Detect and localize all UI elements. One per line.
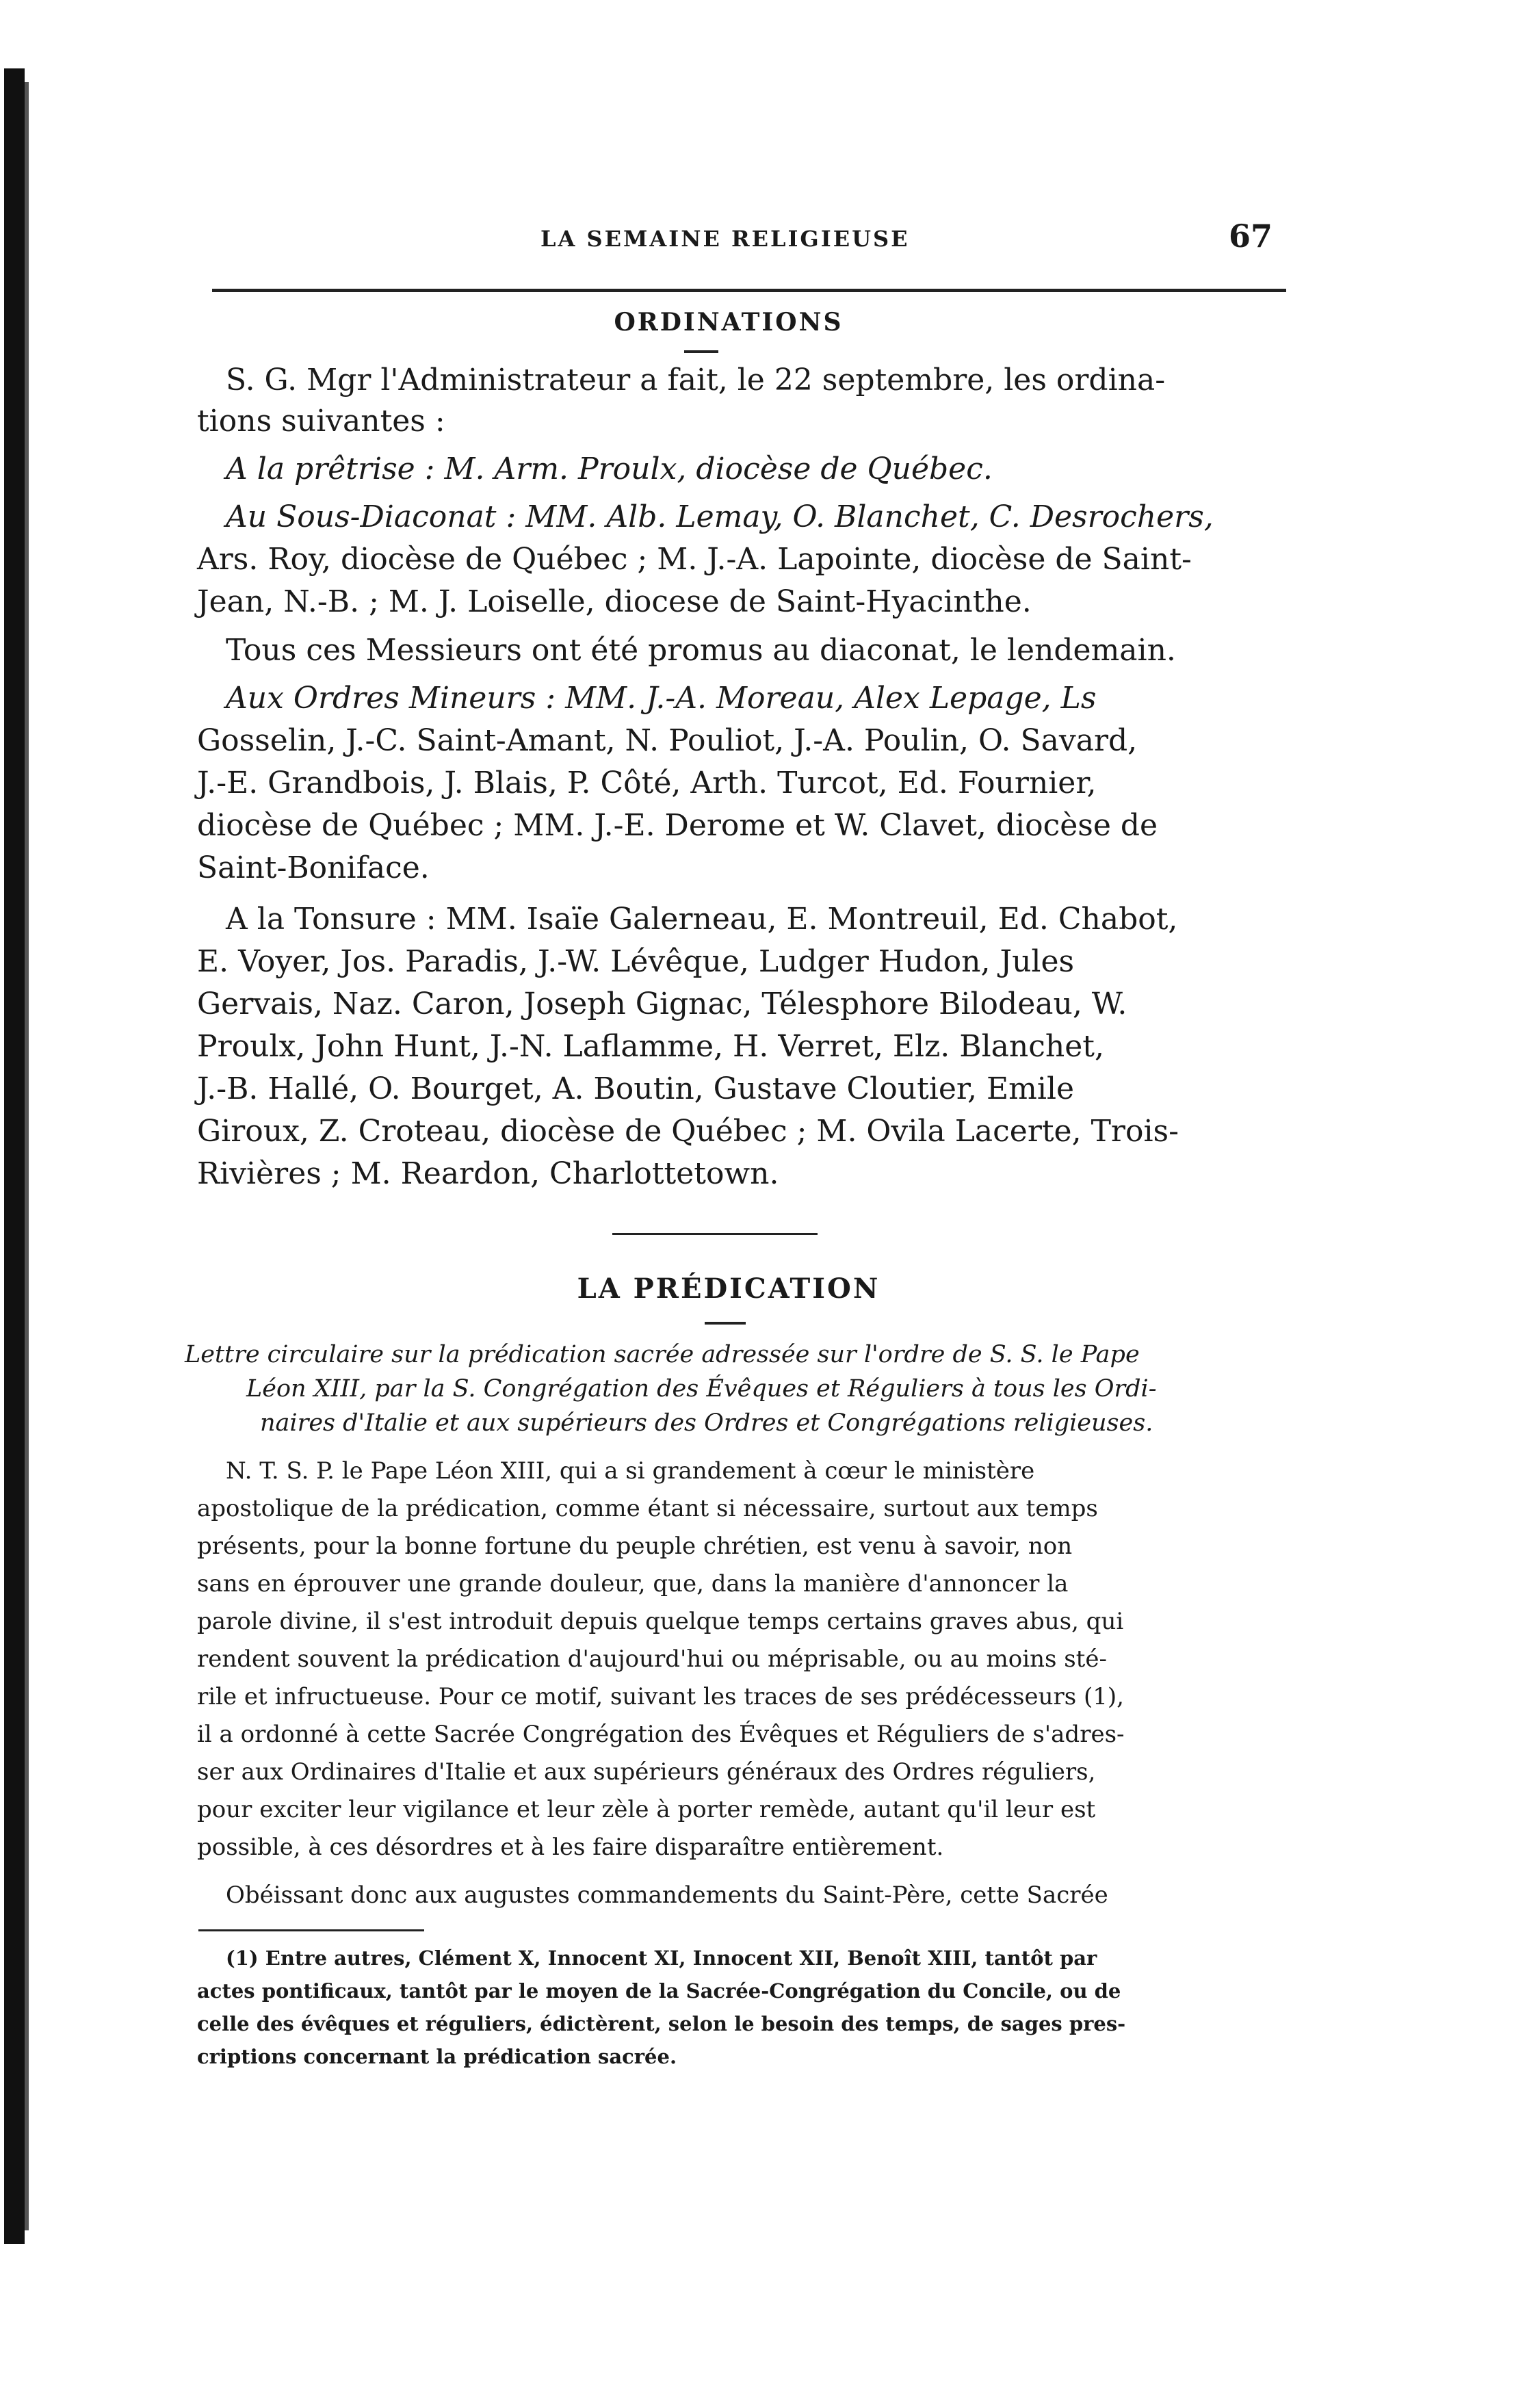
title-dash — [684, 350, 718, 353]
text-line: Giroux, Z. Croteau, diocèse de Québec ; M. Ovila Lacerte, Trois- — [197, 1114, 1179, 1149]
text-line: Aux Ordres Mineurs : MM. J.-A. Moreau, Alex Lepage, Ls — [226, 681, 1097, 716]
text-line: J.-B. Hallé, O. Bourget, A. Boutin, Gustave Cloutier, Emile — [197, 1071, 1075, 1106]
footnote-line: celle des évêques et réguliers, édictèrent, selon le besoin des temps, de sages pres- — [197, 2012, 1126, 2035]
binding-edge-shadow — [25, 82, 29, 2230]
text-line: apostolique de la prédication, comme étant si nécessaire, surtout aux temps — [197, 1495, 1098, 1522]
section-separator — [612, 1233, 818, 1235]
text-line: présents, pour la bonne fortune du peuple chrétien, est venu à savoir, non — [197, 1533, 1073, 1560]
text-line: J.-E. Grandbois, J. Blais, P. Côté, Arth. Turcot, Ed. Fournier, — [197, 766, 1097, 800]
text-line: parole divine, il s'est introduit depuis quelque temps certains graves abus, qui — [197, 1608, 1124, 1635]
header-rule — [212, 289, 1286, 292]
text-line: ser aux Ordinaires d'Italie et aux supérieurs généraux des Ordres réguliers, — [197, 1758, 1096, 1786]
subtitle-line: Lettre circulaire sur la prédication sacrée adressée sur l'ordre de S. S. le Pape — [185, 1341, 1140, 1368]
section-title-ordinations: ORDINATIONS — [614, 308, 844, 337]
subtitle-line: naires d'Italie et aux supérieurs des Ordres et Congrégations religieuses. — [260, 1409, 1153, 1437]
page-number: 67 — [1228, 218, 1273, 255]
text-line: E. Voyer, Jos. Paradis, J.-W. Lévêque, Ludger Hudon, Jules — [197, 944, 1075, 979]
text-line: Rivières ; M. Reardon, Charlottetown. — [197, 1156, 779, 1191]
running-head — [185, 220, 1273, 261]
text-line: N. T. S. P. le Pape Léon XIII, qui a si grandement à cœur le ministère — [226, 1457, 1035, 1485]
text-line: A la Tonsure : MM. Isaïe Galerneau, E. Montreuil, Ed. Chabot, — [226, 902, 1178, 937]
text-line: Obéissant donc aux augustes commandements du Saint-Père, cette Sacrée — [226, 1881, 1108, 1909]
text-line: rile et infructueuse. Pour ce motif, suivant les traces de ses prédécesseurs (1), — [197, 1683, 1124, 1710]
text-line: Ars. Roy, diocèse de Québec ; M. J.-A. Lapointe, diocèse de Saint- — [197, 542, 1192, 577]
text-line: A la prêtrise : M. Arm. Proulx, diocèse de Québec. — [226, 452, 993, 486]
footnote-rule — [198, 1929, 424, 1931]
text-line: pour exciter leur vigilance et leur zèle à porter remède, autant qu'il leur est — [197, 1796, 1096, 1823]
text-line: Tous ces Messieurs ont été promus au diaconat, le lendemain. — [226, 633, 1176, 668]
text-line: il a ordonné à cette Sacrée Congrégation des Évêques et Réguliers de s'adres- — [197, 1721, 1125, 1748]
footnote-line: criptions concernant la prédication sacrée. — [197, 2045, 677, 2068]
text-line: Jean, N.-B. ; M. J. Loiselle, diocese de Saint-Hyacinthe. — [197, 584, 1032, 619]
subtitle-line: Léon XIII, par la S. Congrégation des Évêques et Réguliers à tous les Ordi- — [246, 1375, 1157, 1403]
text-line: possible, à ces désordres et à les faire disparaître entièrement. — [197, 1834, 944, 1861]
text-line: Saint-Boniface. — [197, 850, 430, 885]
text-line: diocèse de Québec ; MM. J.-E. Derome et W. Clavet, diocèse de — [197, 808, 1158, 843]
title-dash — [705, 1322, 746, 1325]
text-line: tions suivantes : — [197, 404, 445, 439]
text-line: S. G. Mgr l'Administrateur a fait, le 22 septembre, les ordina- — [226, 363, 1166, 398]
footnote-line: (1) Entre autres, Clément X, Innocent XI, Innocent XII, Benoît XIII, tantôt par — [226, 1946, 1097, 1970]
text-line: Gosselin, J.-C. Saint-Amant, N. Pouliot, J.-A. Poulin, O. Savard, — [197, 723, 1138, 758]
text-line: rendent souvent la prédication d'aujourd'hui ou méprisable, ou au moins sté- — [197, 1645, 1107, 1673]
binding-edge — [4, 68, 25, 2244]
text-line: Proulx, John Hunt, J.-N. Laflamme, H. Verret, Elz. Blanchet, — [197, 1029, 1104, 1064]
footnote-line: actes pontificaux, tantôt par le moyen de la Sacrée-Congrégation du Concile, ou de — [197, 1979, 1121, 2003]
running-head-title: LA SEMAINE RELIGIEUSE — [540, 226, 910, 252]
text-line: Gervais, Naz. Caron, Joseph Gignac, Télesphore Bilodeau, W. — [197, 987, 1127, 1021]
text-line: sans en éprouver une grande douleur, que, dans la manière d'annoncer la — [197, 1570, 1069, 1598]
section-title-predication: LA PRÉDICATION — [577, 1273, 880, 1305]
text-line: Au Sous-Diaconat : MM. Alb. Lemay, O. Blanchet, C. Desrochers, — [226, 499, 1214, 534]
